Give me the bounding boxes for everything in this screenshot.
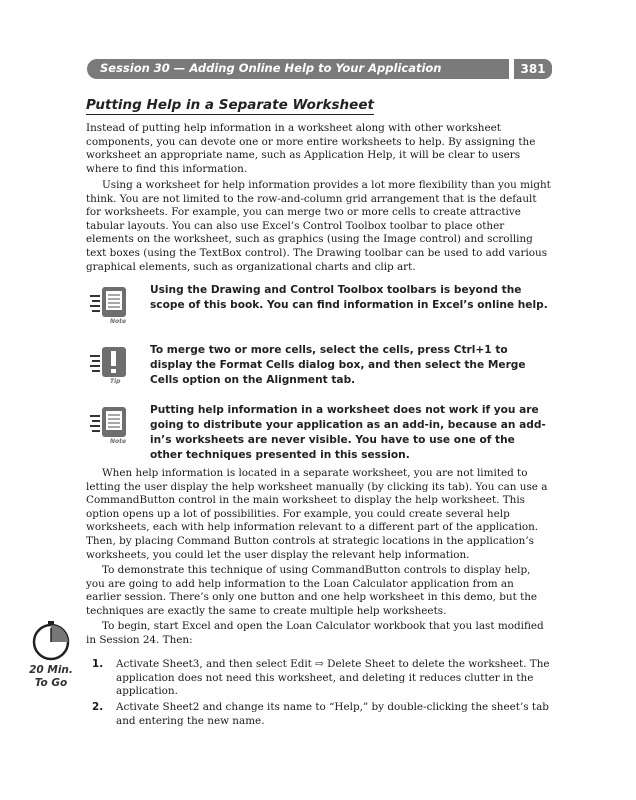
note-icon-label: Note	[110, 438, 127, 444]
tip-icon-label: Tip	[110, 378, 121, 384]
step-number: 1.	[92, 658, 104, 670]
step-item	[92, 658, 552, 699]
paragraph-intro: Instead of putting help information in a worksheet along with other worksheet components, you can devote one or more entire worksheets to help. By assigning the worksheet an appropriate name, such as Application Help, it will be clear to users where to find this information.	[86, 122, 536, 175]
paragraph-command-button: When help information is located in a separate worksheet, you are not limited to letting the user display the help worksheet manually (by clicking its tab). You can use a CommandButton control in the main worksheet to display the help worksheet. This option opens up a lot of possibilities. For example, you could create several help worksheets, each with help information relevant to a different part of the application. Then, by placing Command Button controls at strategic locations in the application’s worksheets, you could let the user display the relevant help information.	[86, 467, 548, 561]
step-number: 2.	[92, 701, 104, 713]
paragraph-demo: To demonstrate this technique of using CommandButton controls to display help, you are going to add help information to the Loan Calculator application from an earlier session. There’s only one button and one help worksheet in this demo, but the techniques are exactly the same to create multiple help worksheets.	[86, 564, 538, 617]
note-icon-label: Note	[110, 318, 127, 324]
note-icon	[90, 284, 130, 324]
time-remaining-suffix: To Go	[34, 677, 68, 689]
step-text: Activate Sheet2 and change its name to “Help,” by double-clicking the sheet’s tab and entering the new name.	[116, 701, 549, 727]
note-icon	[90, 404, 130, 444]
time-remaining-label	[22, 664, 80, 690]
time-remaining-minutes: 20 Min.	[29, 664, 73, 676]
paragraph-flexibility: Using a worksheet for help information provides a lot more flexibility than you might think. You are not limited to the row-and-column grid arrangement that is the default for worksheets. For example, you can merge two or more cells to create attractive tabular layouts. You can also use Excel’s Control Toolbox toolbar to place other elements on the worksheet, such as graphics (using the Image control) and scrolling text boxes (using the TextBox control). The Drawing toolbar can be used to add various graphical elements, such as organizational charts and clip art.	[86, 179, 551, 273]
tip-icon	[90, 344, 130, 384]
step-item	[92, 701, 552, 728]
paragraph-begin: To begin, start Excel and open the Loan Calculator workbook that you last modified in Session 24. Then:	[86, 620, 544, 646]
running-header-title: Session 30 — Adding Online Help to Your Application	[100, 61, 442, 75]
section-heading: Putting Help in a Separate Worksheet	[86, 97, 374, 113]
page-number: 381	[514, 59, 552, 79]
tip-merge-cells: To merge two or more cells, select the cells, press Ctrl+1 to display the Format Cells dialog box, and then select the Merge Cells option on the Alignment tab.	[150, 344, 526, 386]
step-text: Activate Sheet3, and then select Edit ⇨ Delete Sheet to delete the worksheet. The application does not need this worksheet, and deleting it reduces clutter in the application.	[116, 658, 550, 698]
note-add-in: Putting help information in a worksheet does not work if you are going to distribute your application as an add-in, because an add-in’s worksheets are never visible. You have to use one of the other techniques presented in this session.	[150, 404, 546, 461]
note-scope: Using the Drawing and Control Toolbox toolbars is beyond the scope of this book. You can find information in Excel’s online help.	[150, 284, 548, 311]
clock-icon	[30, 620, 72, 662]
